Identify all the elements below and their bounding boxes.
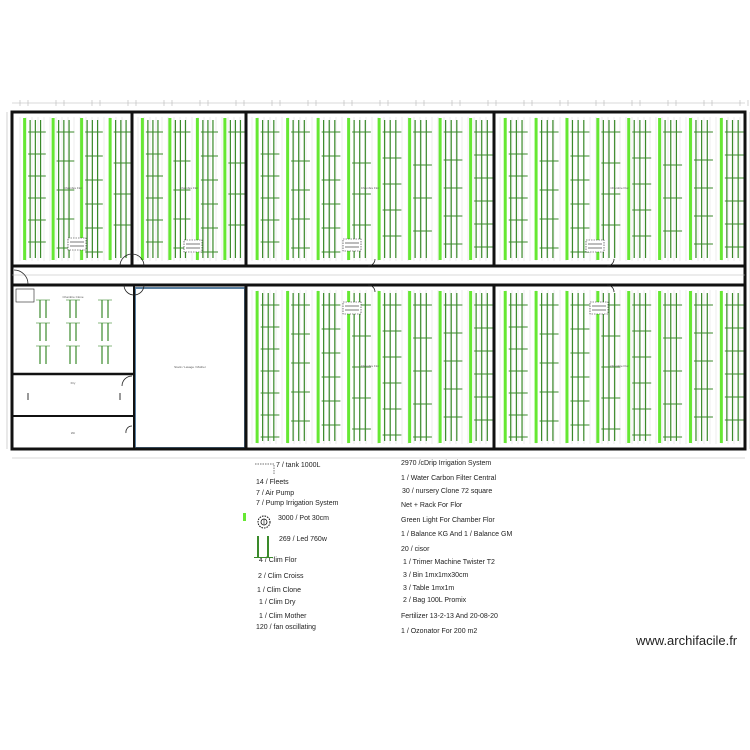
door-swing [122, 376, 132, 386]
led-light-bar [408, 118, 411, 260]
room-label: Chambre Flor [63, 186, 83, 190]
legend-item: 1 / Clim Dry [259, 599, 296, 606]
led-light-bar [658, 291, 661, 443]
legend-item: Net + Rack For Flor [401, 502, 463, 509]
led-light-bar [256, 291, 259, 443]
led-light-bar [109, 118, 112, 260]
led-light-bar [286, 118, 289, 260]
led-light-bar [439, 291, 442, 443]
led-light-bar [408, 291, 411, 443]
legend-item: 20 / cisor [401, 546, 430, 553]
tank-icon [254, 460, 276, 476]
led-light-bar [168, 118, 171, 260]
tank-symbol [343, 239, 361, 251]
room-label: Wc [70, 431, 76, 435]
led-light-bar [469, 118, 472, 260]
door-swing [126, 426, 132, 433]
legend-item: 1 / Clim Mother [259, 613, 307, 620]
tank-symbol [16, 289, 34, 302]
led-light-bar [317, 291, 320, 443]
legend-item: 7 / Pump Irrigation System [256, 500, 339, 507]
legend-item: 1 / Trimer Machine Twister T2 [403, 559, 495, 566]
legend-item: Green Light For Chamber Flor [401, 517, 495, 524]
room-label: Chambre Flor [610, 186, 629, 190]
led-light-bar [504, 291, 507, 443]
led-light-bar [223, 118, 226, 260]
legend-item: 7 / tank 1000L [276, 462, 321, 469]
legend-item: 2 / Bag 100L Promix [403, 597, 467, 604]
tank-symbol [586, 240, 604, 252]
legend-item: 4 / Clim Flor [259, 557, 297, 564]
led-light-bar [256, 118, 259, 260]
door-swing [14, 270, 28, 284]
led-light-bar [535, 291, 538, 443]
legend-item: 3 / Bin 1mx1mx30cm [403, 572, 469, 579]
led-light-bar [52, 118, 55, 260]
legend-item: 30 / nursery Clone 72 square [402, 488, 493, 495]
tank-symbol [343, 302, 361, 314]
legend-item: 7 / Air Pump [256, 490, 295, 497]
room-label: Dry [70, 381, 76, 385]
led-light-bar [689, 291, 692, 443]
legend-item: 3000 / Pot 30cm [278, 515, 329, 522]
room-label: Chambre Flor [360, 186, 380, 190]
led-light-bar [23, 118, 26, 260]
led-light-bar [720, 291, 723, 443]
led-light-bar [286, 291, 289, 443]
room-label: Chambre Flor [610, 364, 629, 368]
led-light-swatch-icon [243, 513, 247, 522]
legend-item: 1 / Water Carbon Filter Central [401, 475, 497, 482]
legend-item: 14 / Fleets [256, 479, 289, 486]
legend-item: 120 / fan oscillating [256, 624, 316, 631]
led-light-bar [439, 118, 442, 260]
legend-item: Fertilizer 13-2-13 And 20-08-20 [401, 613, 498, 620]
led-light-bar [535, 118, 538, 260]
led-light-bar [504, 118, 507, 260]
led-light-bar [141, 118, 144, 260]
led-light-bar [658, 118, 661, 260]
room-label: Chambre Flor [360, 364, 380, 368]
tank-symbol [68, 238, 86, 250]
led-bar-icon [254, 535, 276, 559]
room-label: Chambre Clone [62, 295, 84, 299]
legend-item: 1 / Clim Clone [257, 587, 301, 594]
tank-symbol [184, 240, 202, 252]
watermark: www.archifacile.fr [636, 633, 738, 648]
led-light-bar [317, 118, 320, 260]
room-label: Chambre Flor [179, 186, 199, 190]
pot-icon [256, 515, 272, 529]
led-light-bar [689, 118, 692, 260]
led-light-bar [720, 118, 723, 260]
legend-item: 1 / Balance KG And 1 / Balance GM [401, 531, 513, 538]
legend-item: 3 / Table 1mx1m [403, 585, 455, 592]
legend-item: 2 / Clim Croiss [258, 573, 304, 580]
led-light-bar [565, 118, 568, 260]
legend-item: 1 / Ozonator For 200 m2 [401, 628, 478, 635]
legend-item: 269 / Led 760w [279, 536, 327, 543]
tank-symbol [590, 302, 608, 314]
led-light-bar [596, 118, 599, 260]
room-label: Stock / Lavage / Mother [174, 365, 206, 369]
led-light-bar [469, 291, 472, 443]
led-light-bar [565, 291, 568, 443]
legend-item: 2970 /cDrip Irrigation System [401, 460, 492, 467]
